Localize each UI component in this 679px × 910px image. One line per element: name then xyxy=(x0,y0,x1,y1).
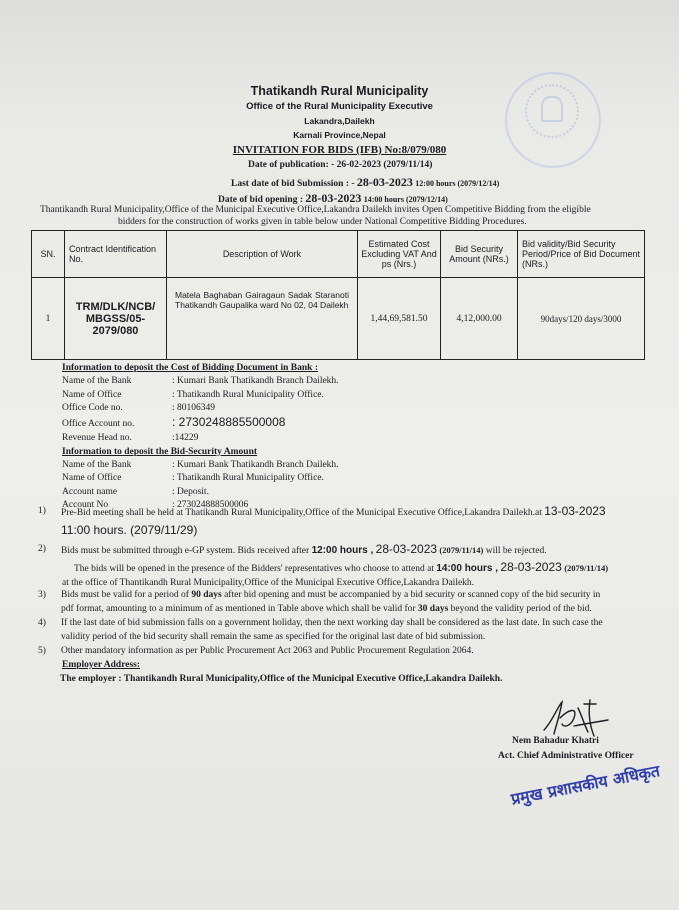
location-line-2: Karnali Province,Nepal xyxy=(293,130,386,140)
cell-description: Matela Baghaban Gairagaun Sadak Staranoti Thatikandh Gaupalika ward No 02, 04 Dailekh xyxy=(167,278,358,360)
rubber-stamp-text: प्रमुख प्रशासकीय अधिकृत xyxy=(509,761,662,809)
opening-date: Date of bid opening : 28-03-2023 14:00 hours (2079/12/14) xyxy=(218,191,448,205)
point-4: 4) If the last date of bid submission falls on a government holiday, then the next working day shall be considered as the last date. In such case the validity period of the bid security shall remain the same as specified for the original last date of bid submission. xyxy=(38,618,603,642)
bids-table xyxy=(31,230,645,360)
employer-address xyxy=(62,658,502,686)
point-3: 3) Bids must be valid for a period of 90 days after bid opening and must be accompanied by a bid security or scanned copy of the bid security in pdf format, amounting to a minimum of as mentioned in Table above which shall be valid for 30 days beyond the validity period of the bid. xyxy=(38,590,601,614)
signatory-name: Nem Bahadur Khatri xyxy=(512,736,599,746)
bid-opening-paragraph: The bids will be opened in the presence of the Bidders' representatives who choose to attend at 14:00 hours , 28-03-2023 (2079/11/14) at the office of Thantikandh Rural Municipality,Office of the Municipal Executive Office,Lakandra Dailekh. xyxy=(62,560,609,588)
info-row: Account name : Deposit. xyxy=(62,486,209,497)
info-row: Account No : 2730248885​00006 xyxy=(62,499,249,510)
intro-paragraph: Thantikandh Rural Municipality,Office of the Municipal Executive Office,Lakandra Dailekh invites Open Competitive Bidding from the eligible bidders for the construction of works given in table below under National Competitive Bidding Procedures. xyxy=(40,205,591,227)
location-line-1: Lakandra,Dailekh xyxy=(304,116,375,126)
cell-contract-id: TRM/DLK/NCB/ MBGSS/05- 2079/080 xyxy=(65,278,167,360)
cell-sn: 1 xyxy=(32,278,65,360)
bid-security-heading: Information to deposit the Bid-Security Amount xyxy=(62,446,258,457)
signatory-designation: Act. Chief Administrative Officer xyxy=(498,751,634,761)
info-row: Office Code no. : 80106349 xyxy=(62,402,216,413)
col-header-estimated-cost: Estimated Cost Excluding VAT And ps (Nrs.) xyxy=(358,231,441,278)
info-row: Name of Office : Thatikandh Rural Municipality Office. xyxy=(62,473,324,484)
col-header-sn: SN. xyxy=(32,231,65,278)
point-1: 1) Pre-Bid meeting shall be held at Thatikandh Rural Municipality,Office of the Municipal Executive Office,Lakandra Dailekh.at 13-03-2023 11:00 hours. (2079/11/29) xyxy=(38,504,606,537)
point-2: 2) Bids must be submitted through e-GP system. Bids received after 12:00 hours , 28-03-2023 (2079/11/14) will be rejected. xyxy=(38,542,547,556)
table-header-row xyxy=(32,231,645,278)
employer-line: The employer : Thantikandh Rural Municipality,Office of the Municipal Executive Office,Lakandra Dailekh. xyxy=(60,674,503,684)
col-header-validity: Bid validity/Bid Security Period/Price of Bid Document (NRs.) xyxy=(518,231,645,278)
col-header-contract: Contract Identification No. xyxy=(65,231,167,278)
table-row xyxy=(32,278,645,360)
cell-estimated-cost: 1,44,69,581.50 xyxy=(358,278,441,360)
cell-validity: 90days/120 days/3000 xyxy=(518,278,645,360)
info-row: Name of Office : Thatikandh Rural Municipality Office. xyxy=(62,389,324,400)
info-row: Name of the Bank : Kumari Bank Thatikandh Branch Dailekh. xyxy=(62,460,339,471)
bidding-doc-heading: Information to deposit the Cost of Bidding Document in Bank : xyxy=(62,363,318,373)
cell-bid-security: 4,12,000.00 xyxy=(441,278,518,360)
ifb-title: INVITATION FOR BIDS (IFB) No:8/079/080 xyxy=(232,144,447,156)
municipality-title: Thatikandh Rural Municipality xyxy=(250,84,429,98)
col-header-description: Description of Work xyxy=(167,231,358,278)
bidding-doc-info xyxy=(62,362,339,512)
info-row: Name of the Bank : Kumari Bank Thatikandh Branch Dailekh. xyxy=(62,376,339,387)
publication-date: Date of publication: - 26-02-2023 (2079/11/14) xyxy=(248,160,433,170)
employer-heading: Employer Address: xyxy=(62,660,141,670)
col-header-bid-security: Bid Security Amount (NRs.) xyxy=(441,231,518,278)
office-subtitle: Office of the Rural Municipality Executive xyxy=(246,101,433,112)
submission-date: Last date of bid Submission : - 28-03-2023 12:00 hours (2079/12/14) xyxy=(231,175,500,189)
info-row: Office Account no. : 273024888550000​8 xyxy=(62,415,286,430)
info-row: Revenue Head no. :14229 xyxy=(62,433,199,444)
point-5: 5) Other mandatory information as per Public Procurement Act 2063 and Public Procurement Regulation 2064. xyxy=(38,646,474,656)
